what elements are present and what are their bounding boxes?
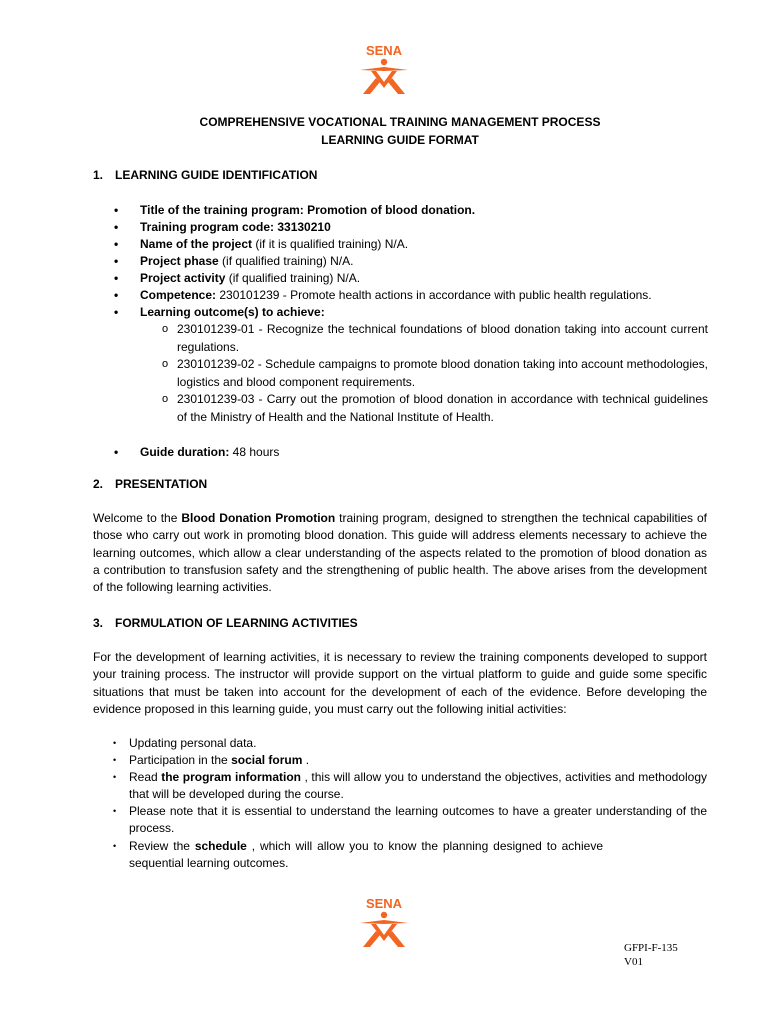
section2-heading: 2. PRESENTATION — [93, 477, 208, 491]
learning-outcome-item: o 230101239-02 - Schedule campaigns to promote blood donation taking into account methodologies, logistics and blood component requirements. — [162, 357, 708, 389]
section1-heading: 1. LEARNING GUIDE IDENTIFICATION — [93, 168, 318, 182]
form-code: GFPI-F-135 — [624, 942, 678, 954]
learning-outcome-item: o 230101239-03 - Carry out the promotion of blood donation in accordance with technical guidelines of the Ministry of Health and the National Institute of Health. — [162, 392, 708, 424]
svg-text:SENA: SENA — [365, 43, 403, 58]
document-title-line1: COMPREHENSIVE VOCATIONAL TRAINING MANAGEMENT PROCESS — [199, 115, 601, 129]
activity-item: • Review the schedule , which will allow you to know the planning designed to achieve sequential learning outcomes. — [113, 838, 603, 872]
presentation-paragraph: Welcome to the Blood Donation Promotion training program, designed to strengthen the technical capabilities of those who carry out work in promoting blood donation. This guide will address elements necessary to achieve the learning outcomes, which allow a clear understanding of the aspects related to the promotion of blood donation as a contribution to transfusion safety and the strengthening of public health. The above arises from the development of the following learning activities. — [93, 511, 707, 595]
document-title-line2: LEARNING GUIDE FORMAT — [321, 133, 479, 147]
list-item: • Name of the project (if it is qualified training) N/A. — [115, 236, 695, 253]
list-item: • Title of the training program: Promotion of blood donation. — [115, 202, 695, 219]
activities-paragraph: For the development of learning activities, it is necessary to review the training components developed to support your training process. The instructor will provide support on the virtual platform to guide and guide some specific situations that must be taken into account for the development of each of the evidence. Before developing the evidence proposed in this learning guide, you must carry out the following initial activities: — [93, 650, 707, 716]
list-item: • Project phase (if qualified training) N/A. — [115, 253, 695, 270]
list-item: • Project activity (if qualified training) N/A. — [115, 270, 695, 287]
list-item: • Training program code: 33130210 — [115, 219, 695, 236]
sena-logo-footer — [354, 893, 414, 952]
form-version: V01 — [624, 956, 643, 968]
svg-text:SENA: SENA — [365, 896, 403, 911]
section3-heading: 3. FORMULATION OF LEARNING ACTIVITIES — [93, 616, 358, 630]
sena-logo — [354, 40, 414, 99]
list-item: • Learning outcome(s) to achieve: — [115, 304, 695, 321]
activity-item: • Please note that it is essential to understand the learning outcomes to have a greater understanding of the process. — [113, 803, 707, 837]
list-item: • Competence: 230101239 - Promote health actions in accordance with public health regulations. — [115, 287, 695, 304]
activity-item: • Updating personal data. — [113, 735, 707, 752]
activity-item: • Read the program information , this will allow you to understand the objectives, activities and methodology that will be developed during the course. — [113, 769, 707, 803]
guide-duration: • Guide duration: 48 hours — [115, 444, 695, 461]
learning-outcome-item: o 230101239-01 - Recognize the technical foundations of blood donation taking into account current regulations. — [162, 322, 708, 354]
activity-item: • Participation in the social forum . — [113, 752, 707, 769]
